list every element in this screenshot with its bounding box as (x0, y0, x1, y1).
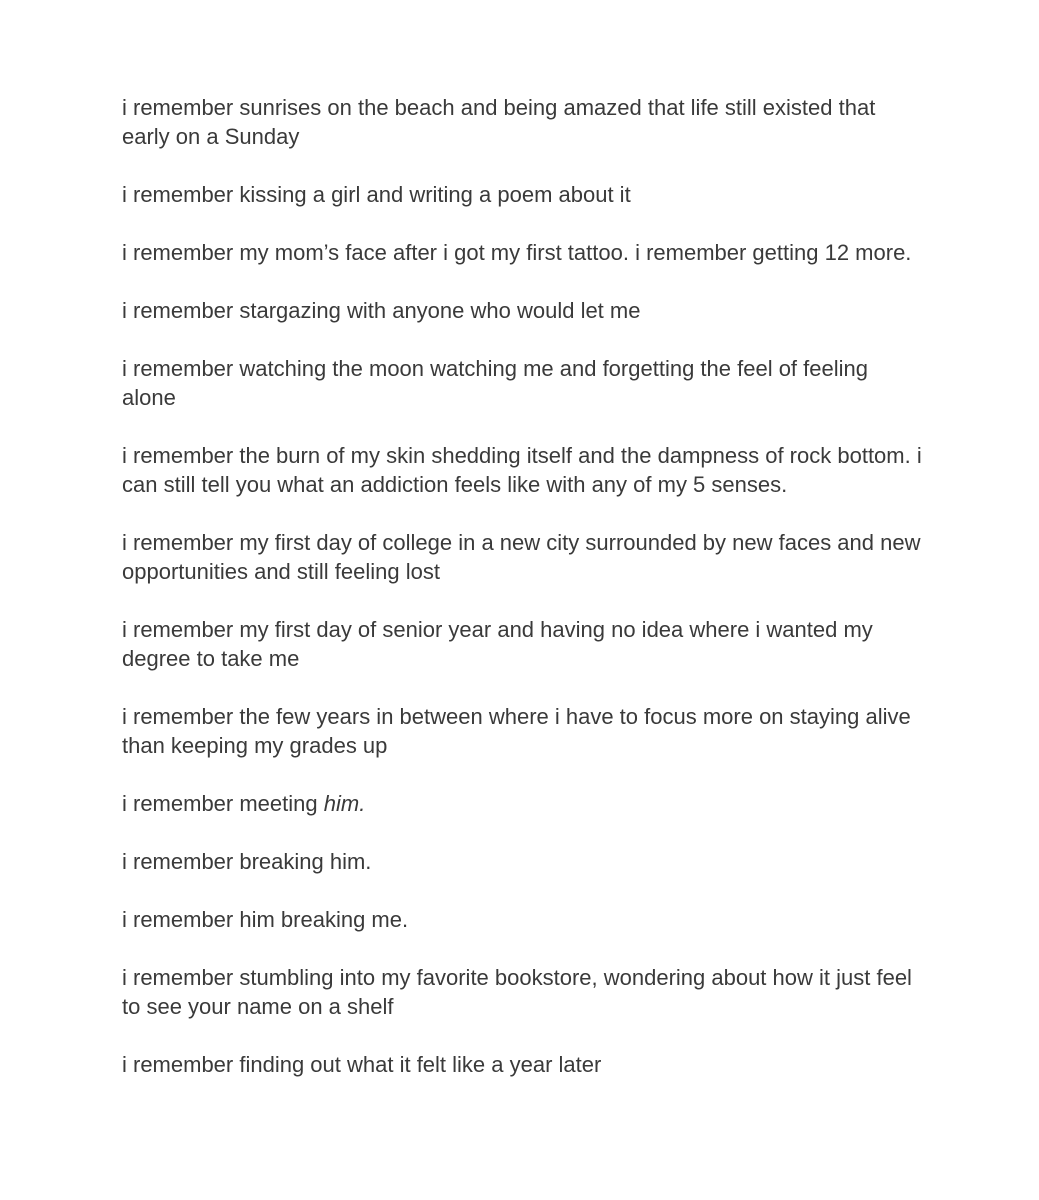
poem-stanza: i remember the burn of my skin shedding itself and the dampness of rock bottom. i can still tell you what an addiction feels like with any of my 5 senses. (122, 443, 922, 497)
poem-stanza: i remember my first day of college in a new city surrounded by new faces and new opportunities and still feeling lost (122, 530, 921, 584)
poem-stanza: i remember watching the moon watching me and forgetting the feel of feeling alone (122, 356, 868, 410)
poem-stanza: i remember breaking him. (122, 849, 372, 874)
poem-body (122, 93, 922, 1079)
poem-stanza-emphasis: him. (323, 791, 366, 816)
poem-stanza: i remember my first day of senior year and having no idea where i wanted my degree to take me (122, 617, 873, 671)
poem-stanza: i remember him breaking me. (122, 907, 409, 932)
poem-stanza: i remember my mom’s face after i got my first tattoo. i remember getting 12 more. (122, 240, 912, 265)
poem-stanza: i remember stargazing with anyone who would let me (122, 298, 641, 323)
poem-stanza: i remember the few years in between where i have to focus more on staying alive than keeping my grades up (122, 704, 911, 758)
poem-stanza: i remember sunrises on the beach and being amazed that life still existed that early on a Sunday (122, 95, 876, 149)
poem-stanza: i remember kissing a girl and writing a poem about it (122, 182, 631, 207)
poem-stanza-prefix: i remember meeting (122, 791, 324, 816)
poem-stanza: i remember finding out what it felt like a year later (122, 1052, 602, 1077)
poem-stanza-meeting (122, 789, 922, 818)
poem-stanza: i remember stumbling into my favorite bookstore, wondering about how it just feel to see your name on a shelf (122, 965, 912, 1019)
